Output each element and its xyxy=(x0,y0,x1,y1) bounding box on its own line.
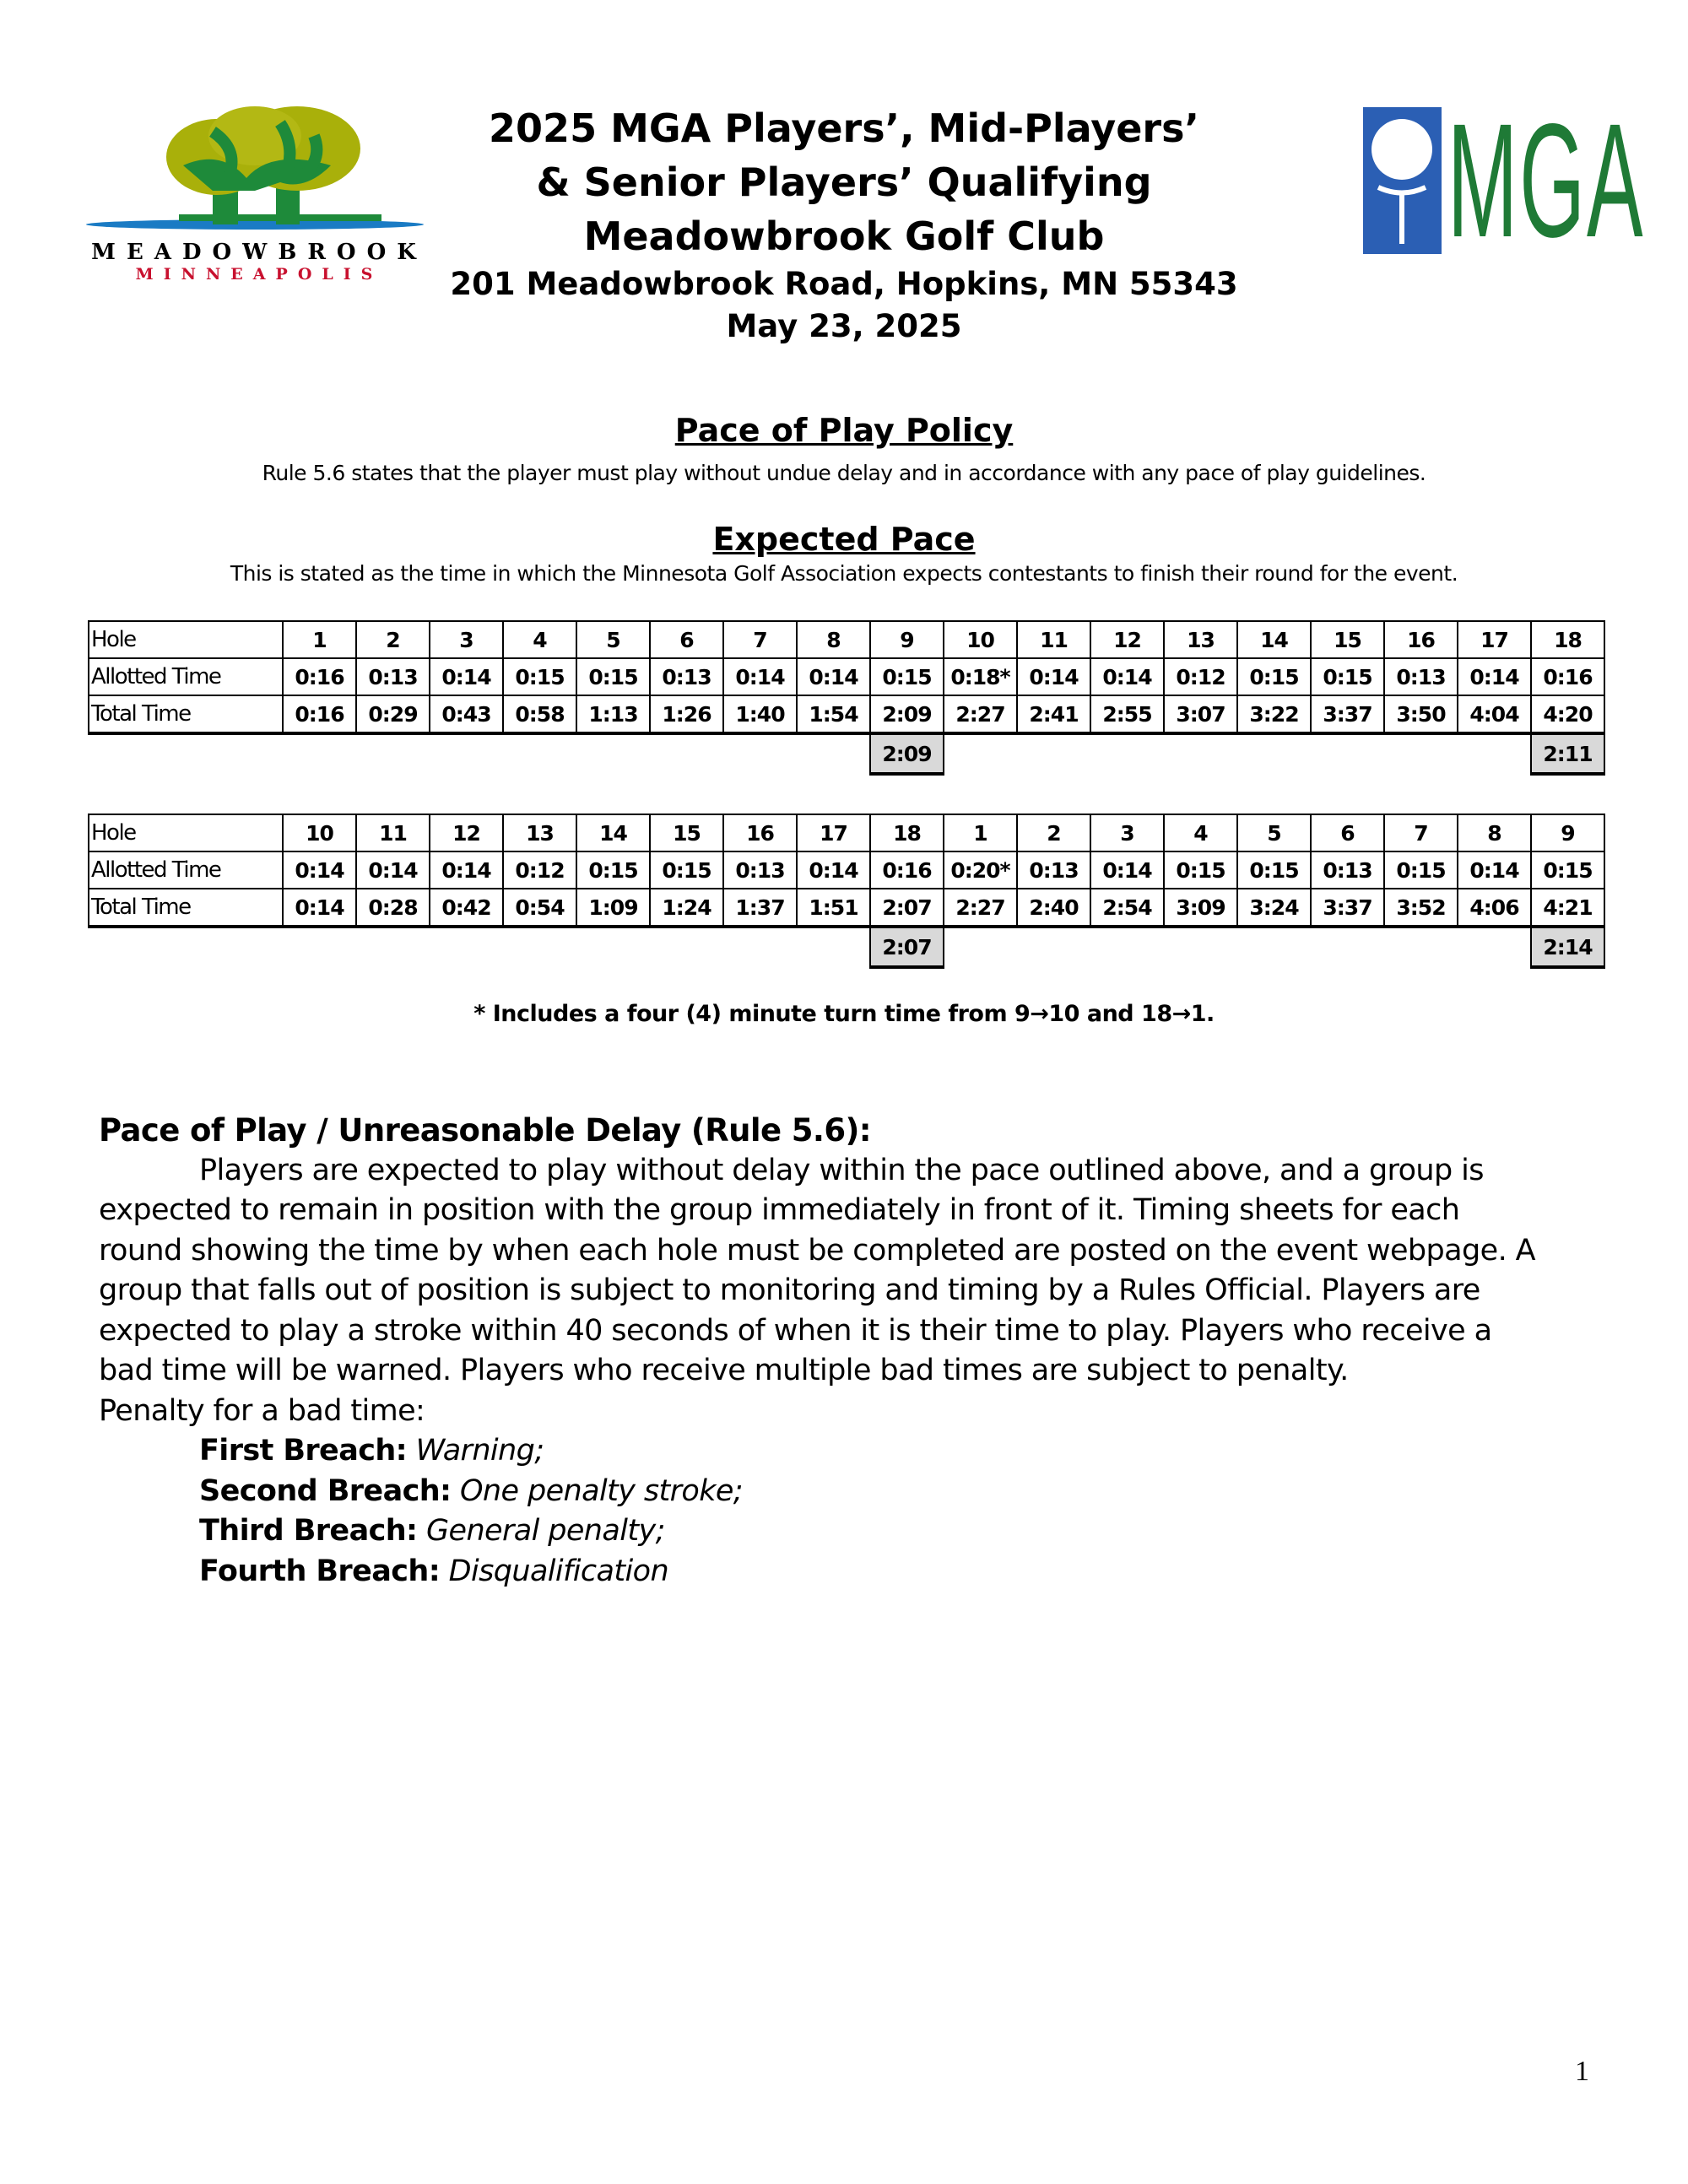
breach-fourth xyxy=(99,1552,1535,1592)
empty-cell xyxy=(797,927,870,967)
holes-cell: 17 xyxy=(1458,621,1531,658)
total-cell: 1:26 xyxy=(650,695,723,733)
holes-cell: 16 xyxy=(1384,621,1458,658)
nine-hole-subtotal: 2:09 xyxy=(870,733,944,774)
total-cell: 2:27 xyxy=(944,889,1017,927)
total-cell: 1:51 xyxy=(797,889,870,927)
address: 201 Meadowbrook Road, Hopkins, MN 55343 xyxy=(450,266,1238,302)
allotted-cell: 0:18* xyxy=(944,658,1017,695)
breach-value: One penalty stroke; xyxy=(459,1473,743,1508)
logo-name: MEADOWBROOK xyxy=(91,240,427,265)
empty-cell xyxy=(1164,733,1237,774)
allotted-cell: 0:13 xyxy=(1311,851,1384,889)
allotted-cell: 0:13 xyxy=(1017,851,1090,889)
allotted-cell: 0:15 xyxy=(1237,851,1311,889)
total-cell: 4:21 xyxy=(1531,889,1604,927)
empty-cell xyxy=(576,733,650,774)
delay-heading: Pace of Play / Unreasonable Delay (Rule 5.6): xyxy=(99,1112,871,1149)
empty-cell xyxy=(723,733,797,774)
empty-cell xyxy=(430,927,503,967)
hole-row xyxy=(89,814,1604,851)
empty-cell xyxy=(1237,927,1311,967)
event-date: May 23, 2025 xyxy=(726,308,962,344)
total-cell: 4:06 xyxy=(1458,889,1531,927)
allotted-cell: 0:16 xyxy=(283,658,356,695)
empty-cell xyxy=(430,733,503,774)
allotted-cell: 0:14 xyxy=(723,658,797,695)
allotted-cell: 0:14 xyxy=(1458,658,1531,695)
holes-cell: 9 xyxy=(1531,814,1604,851)
total-cell: 0:54 xyxy=(503,889,576,927)
total-cell: 4:20 xyxy=(1531,695,1604,733)
holes-cell: 16 xyxy=(723,814,797,851)
total-cell: 3:52 xyxy=(1384,889,1458,927)
total-cell: 3:22 xyxy=(1237,695,1311,733)
total-cell: 0:58 xyxy=(503,695,576,733)
holes-cell: 13 xyxy=(503,814,576,851)
total-cell: 3:07 xyxy=(1164,695,1237,733)
allotted-cell: 0:16 xyxy=(1531,658,1604,695)
nine-hole-subtotal: 2:14 xyxy=(1531,927,1604,967)
holes-cell: 6 xyxy=(650,621,723,658)
policy-text: Rule 5.6 states that the player must play without undue delay and in accordance with any pace of play guidelines. xyxy=(262,461,1426,485)
holes-cell: 4 xyxy=(1164,814,1237,851)
allotted-cell: 0:13 xyxy=(356,658,430,695)
allotted-cell: 0:16 xyxy=(870,851,944,889)
allotted-cell: 0:12 xyxy=(503,851,576,889)
pace-table-back-start xyxy=(88,814,1605,969)
empty-cell xyxy=(650,733,723,774)
allotted-cell: 0:15 xyxy=(1164,851,1237,889)
row-label: Allotted Time xyxy=(89,851,283,889)
total-cell: 2:09 xyxy=(870,695,944,733)
document-title xyxy=(0,89,1688,348)
total-cell: 0:16 xyxy=(283,695,356,733)
allotted-row xyxy=(89,851,1604,889)
total-cell: 1:37 xyxy=(723,889,797,927)
turn-time-footnote: * Includes a four (4) minute turn time from 9→10 and 18→1. xyxy=(473,1001,1215,1027)
allotted-cell: 0:15 xyxy=(1237,658,1311,695)
penalty-intro: Penalty for a bad time: xyxy=(99,1393,425,1428)
nine-hole-subtotal: 2:11 xyxy=(1531,733,1604,774)
allotted-cell: 0:15 xyxy=(870,658,944,695)
empty-cell xyxy=(1384,733,1458,774)
total-cell: 1:54 xyxy=(797,695,870,733)
holes-cell: 7 xyxy=(1384,814,1458,851)
allotted-cell: 0:14 xyxy=(1458,851,1531,889)
holes-cell: 4 xyxy=(503,621,576,658)
empty-cell xyxy=(1164,927,1237,967)
breach-third xyxy=(99,1511,1535,1552)
total-cell: 0:14 xyxy=(283,889,356,927)
row-label: Allotted Time xyxy=(89,658,283,695)
expected-pace-text: This is stated as the time in which the Minnesota Golf Association expects contestants to finish their round for the event. xyxy=(230,561,1458,586)
allotted-cell: 0:15 xyxy=(576,851,650,889)
total-cell: 2:07 xyxy=(870,889,944,927)
allotted-cell: 0:14 xyxy=(797,851,870,889)
breach-label: Third Breach: xyxy=(199,1514,418,1548)
holes-cell: 11 xyxy=(356,814,430,851)
total-cell: 1:40 xyxy=(723,695,797,733)
allotted-cell: 0:13 xyxy=(1384,658,1458,695)
empty-cell xyxy=(797,733,870,774)
breach-value: Warning; xyxy=(415,1434,544,1468)
row-label: Total Time xyxy=(89,889,283,927)
allotted-cell: 0:14 xyxy=(430,658,503,695)
breach-second xyxy=(99,1472,1535,1512)
holes-cell: 10 xyxy=(283,814,356,851)
subtotal-row xyxy=(89,733,1604,774)
holes-cell: 3 xyxy=(1090,814,1164,851)
total-cell: 3:09 xyxy=(1164,889,1237,927)
allotted-cell: 0:14 xyxy=(356,851,430,889)
total-cell: 2:41 xyxy=(1017,695,1090,733)
holes-cell: 10 xyxy=(944,621,1017,658)
allotted-row xyxy=(89,658,1604,695)
row-label: Total Time xyxy=(89,695,283,733)
empty-cell xyxy=(723,927,797,967)
breach-value: Disqualification xyxy=(448,1554,669,1588)
empty-cell xyxy=(1458,733,1531,774)
breach-label: First Breach: xyxy=(199,1434,408,1468)
delay-paragraph-line: expected to play a stroke within 40 seconds of when it is their time to play. Players who receive a xyxy=(99,1313,1492,1348)
pace-table-front-start xyxy=(88,620,1605,776)
breach-label: Second Breach: xyxy=(199,1473,452,1508)
allotted-cell: 0:14 xyxy=(430,851,503,889)
delay-paragraph-line: expected to remain in position with the group immediately in front of it. Timing sheets for each xyxy=(99,1193,1460,1227)
title-line-3: Meadowbrook Golf Club xyxy=(583,214,1105,259)
total-cell: 2:54 xyxy=(1090,889,1164,927)
breach-first xyxy=(99,1431,1535,1472)
allotted-cell: 0:14 xyxy=(1090,658,1164,695)
allotted-cell: 0:13 xyxy=(723,851,797,889)
total-cell: 0:28 xyxy=(356,889,430,927)
total-cell: 0:42 xyxy=(430,889,503,927)
total-row xyxy=(89,889,1604,927)
empty-cell xyxy=(503,927,576,967)
breach-value: General penalty; xyxy=(425,1514,665,1548)
empty-cell xyxy=(1237,733,1311,774)
delay-paragraph-line: group that falls out of position is subject to monitoring and timing by a Rules Official. Players are xyxy=(99,1273,1480,1307)
total-cell: 4:04 xyxy=(1458,695,1531,733)
empty-cell xyxy=(503,733,576,774)
allotted-cell: 0:15 xyxy=(1311,658,1384,695)
page-number: 1 xyxy=(1575,2056,1589,2087)
empty-cell xyxy=(650,927,723,967)
policy-heading: Pace of Play Policy xyxy=(674,412,1014,449)
holes-cell: 6 xyxy=(1311,814,1384,851)
allotted-cell: 0:14 xyxy=(283,851,356,889)
total-cell: 1:13 xyxy=(576,695,650,733)
empty-cell xyxy=(1311,733,1384,774)
holes-cell: 5 xyxy=(1237,814,1311,851)
subtotal-row xyxy=(89,927,1604,967)
empty-cell xyxy=(283,733,356,774)
allotted-cell: 0:15 xyxy=(1384,851,1458,889)
breach-label: Fourth Breach: xyxy=(199,1554,441,1588)
nine-hole-subtotal: 2:07 xyxy=(870,927,944,967)
empty-cell xyxy=(1458,927,1531,967)
holes-cell: 14 xyxy=(576,814,650,851)
logo-city: MINNEAPOLIS xyxy=(135,265,383,284)
title-line-2: & Senior Players’ Qualifying xyxy=(536,159,1152,205)
holes-cell: 2 xyxy=(356,621,430,658)
empty-cell xyxy=(89,733,283,774)
empty-cell xyxy=(1017,927,1090,967)
empty-cell xyxy=(283,927,356,967)
holes-cell: 13 xyxy=(1164,621,1237,658)
holes-cell: 8 xyxy=(797,621,870,658)
allotted-cell: 0:12 xyxy=(1164,658,1237,695)
empty-cell xyxy=(944,733,1017,774)
holes-cell: 17 xyxy=(797,814,870,851)
total-cell: 3:37 xyxy=(1311,889,1384,927)
total-cell: 1:24 xyxy=(650,889,723,927)
holes-cell: 5 xyxy=(576,621,650,658)
total-cell: 1:09 xyxy=(576,889,650,927)
title-line-1: 2025 MGA Players’, Mid-Players’ xyxy=(489,105,1199,151)
hole-row xyxy=(89,621,1604,658)
empty-cell xyxy=(1090,927,1164,967)
holes-cell: 15 xyxy=(650,814,723,851)
total-cell: 0:43 xyxy=(430,695,503,733)
empty-cell xyxy=(576,927,650,967)
holes-cell: 15 xyxy=(1311,621,1384,658)
holes-cell: 18 xyxy=(1531,621,1604,658)
allotted-cell: 0:15 xyxy=(503,658,576,695)
total-cell: 3:50 xyxy=(1384,695,1458,733)
total-cell: 0:29 xyxy=(356,695,430,733)
holes-cell: 12 xyxy=(1090,621,1164,658)
holes-cell: 7 xyxy=(723,621,797,658)
empty-cell xyxy=(1017,733,1090,774)
holes-cell: 12 xyxy=(430,814,503,851)
empty-cell xyxy=(1384,927,1458,967)
holes-cell: 8 xyxy=(1458,814,1531,851)
holes-cell: 11 xyxy=(1017,621,1090,658)
allotted-cell: 0:15 xyxy=(576,658,650,695)
expected-pace-heading: Expected Pace xyxy=(712,521,976,558)
holes-cell: 18 xyxy=(870,814,944,851)
delay-paragraph-line: bad time will be warned. Players who receive multiple bad times are subject to penalty. xyxy=(99,1354,1349,1387)
total-cell: 3:37 xyxy=(1311,695,1384,733)
allotted-cell: 0:20* xyxy=(944,851,1017,889)
total-cell: 2:40 xyxy=(1017,889,1090,927)
holes-cell: 14 xyxy=(1237,621,1311,658)
holes-cell: 9 xyxy=(870,621,944,658)
total-row xyxy=(89,695,1604,733)
delay-section xyxy=(99,1111,1535,1592)
holes-cell: 3 xyxy=(430,621,503,658)
empty-cell xyxy=(1090,733,1164,774)
empty-cell xyxy=(1311,927,1384,967)
empty-cell xyxy=(89,927,283,967)
delay-paragraph-line: round showing the time by when each hole must be completed are posted on the event webpage. A xyxy=(99,1233,1535,1268)
allotted-cell: 0:14 xyxy=(1017,658,1090,695)
allotted-cell: 0:14 xyxy=(1090,851,1164,889)
delay-paragraph-line: Players are expected to play without delay within the pace outlined above, and a group is xyxy=(199,1153,1484,1187)
total-cell: 2:55 xyxy=(1090,695,1164,733)
total-cell: 2:27 xyxy=(944,695,1017,733)
row-label: Hole xyxy=(89,814,283,851)
empty-cell xyxy=(944,927,1017,967)
mga-logo-text: MGA xyxy=(1447,89,1645,271)
row-label: Hole xyxy=(89,621,283,658)
allotted-cell: 0:13 xyxy=(650,658,723,695)
empty-cell xyxy=(356,733,430,774)
allotted-cell: 0:15 xyxy=(1531,851,1604,889)
allotted-cell: 0:15 xyxy=(650,851,723,889)
holes-cell: 1 xyxy=(944,814,1017,851)
holes-cell: 1 xyxy=(283,621,356,658)
holes-cell: 2 xyxy=(1017,814,1090,851)
empty-cell xyxy=(356,927,430,967)
total-cell: 3:24 xyxy=(1237,889,1311,927)
allotted-cell: 0:14 xyxy=(797,658,870,695)
